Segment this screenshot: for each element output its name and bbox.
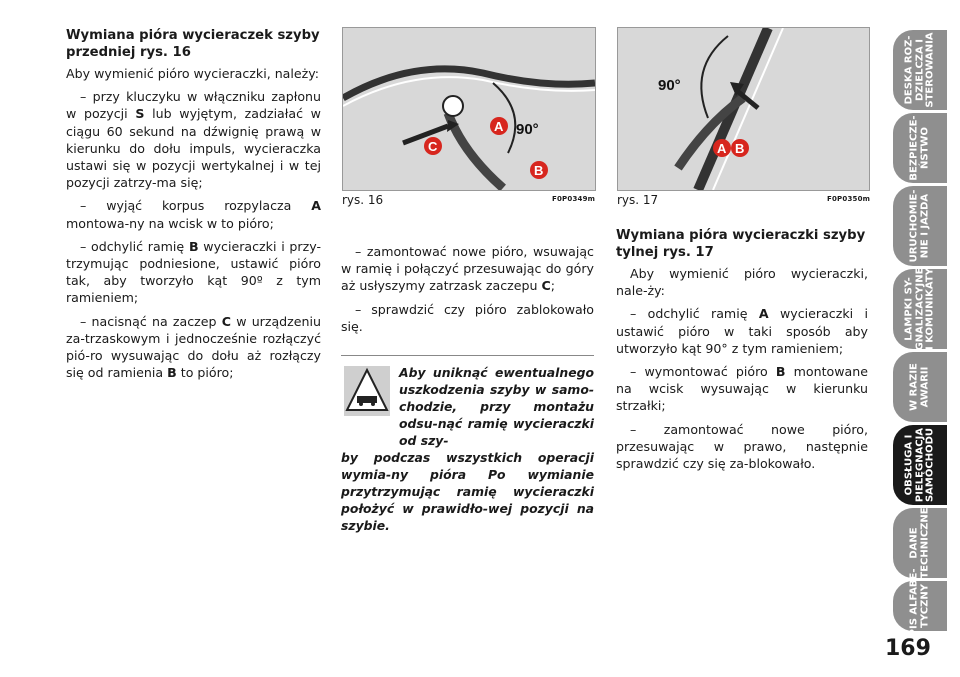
label-b: B: [534, 163, 544, 178]
label-a: A: [717, 141, 727, 156]
label-a: A: [494, 119, 504, 134]
step-5: – zamontować nowe pióro, wsuwając w ramię i połączyć przesuwając do góry aż usłyszymy zatrzask zaczepu C;: [341, 244, 594, 294]
section-heading-front-wiper: Wymiana pióra wycieraczek szyby przedniej rys. 16: [66, 28, 320, 60]
step-1: – przy kluczyku w włączniku zapłonu w pozycji S lub wyjętym, zadziałać w ciągu 60 sekund na dźwignię prawą w kierunku do dołu impuls, wycieraczka ustawi się w pozycji wertykalnej i w tej pozycji zatrzy-ma się;: [66, 89, 321, 191]
intro-text: Aby wymienić pióro wycieraczki, należy:: [66, 66, 320, 81]
tab-starting-driving[interactable]: URUCHOMIE- NIE I JAZDA: [893, 186, 947, 266]
page-number: 169: [885, 636, 931, 661]
label-c: C: [428, 139, 438, 154]
label-b: B: [735, 141, 745, 156]
step-3: – zamontować nowe pióro, przesuwając w prawo, następnie sprawdzić czy się za-blokowało.: [616, 421, 868, 472]
figure-17-illustration: [618, 28, 869, 190]
tab-warning-lights[interactable]: LAMPKI SY- GNALIZACYJNE I KOMUNIKATY: [893, 269, 947, 349]
angle-label: 90°: [516, 121, 539, 138]
step-2: – wymontować pióro B montowane na wcisk wysuwając w kierunku strzałki;: [616, 364, 868, 414]
step-1: – odchylić ramię A wycieraczki i ustawić pióro w taki sposób aby utworzyło kąt 90° z tym ramieniem;: [616, 306, 869, 356]
warning-box: [341, 355, 594, 534]
step-4: – nacisnąć na zaczep C w urządzeniu za-trzaskowym i jednocześnie rozłączyć pió-ro wysuwając do dołu aż rozłączy się od ramienia B to pióro;: [66, 313, 321, 381]
warning-text-b: by podczas wszystkich operacji wymia-ny pióra Po wymianie przytrzymując ramię wycieraczki położyć w prawidło-wej pozycji na szybie.: [341, 450, 594, 533]
figure-17-caption: rys. 17: [617, 193, 659, 207]
tab-maintenance[interactable]: OBSŁUGA I PIELĘGNACJA SAMOCHODU: [893, 425, 947, 505]
figure-16-code: F0P0349m: [552, 195, 596, 203]
figure-17-code: F0P0350m: [827, 195, 871, 203]
angle-label: 90°: [658, 77, 681, 94]
step-6: – sprawdzić czy pióro zablokowało się.: [341, 301, 594, 334]
tab-dashboard[interactable]: DESKA ROZ- DZIELCZA I STEROWANIA: [893, 30, 947, 110]
tab-technical-data[interactable]: DANE TECHNICZNE: [893, 508, 947, 578]
column-right: [616, 227, 868, 478]
warning-text-a: Aby uniknąć ewentualnego uszkodzenia szyby w samo-chodzie, przy montażu odsu-nąć ramię wycieraczki od szy-: [399, 365, 594, 448]
step-3: – odchylić ramię B wycieraczki i przy-trzymując podniesione, ustawić pióro tak, aby tworzyło kąt 90º z tym ramieniem;: [66, 238, 321, 306]
warning-car-icon: [344, 366, 390, 416]
column-left: [66, 27, 321, 387]
tab-index[interactable]: SPIS ALFABE- TYCZNY: [893, 581, 947, 631]
tab-safety[interactable]: BEZPIECZE- ŃSTWO: [893, 113, 947, 183]
tab-emergency[interactable]: W RAZIE AWARII: [893, 352, 947, 422]
figure-16-caption: rys. 16: [342, 193, 384, 207]
figure-17-wiper-diagram: [617, 27, 870, 191]
figure-16-wiper-diagram: [342, 27, 596, 191]
figure-16-illustration: [343, 28, 595, 190]
intro-text: Aby wymienić pióro wycieraczki, nale-ży:: [616, 266, 868, 299]
section-heading-rear-wiper: Wymiana pióra wycieraczki szyby tylnej rys. 17: [616, 228, 866, 260]
step-2: – wyjąć korpus rozpylacza A montowa-ny na wcisk w to pióro;: [66, 198, 321, 231]
column-middle: [341, 243, 594, 341]
